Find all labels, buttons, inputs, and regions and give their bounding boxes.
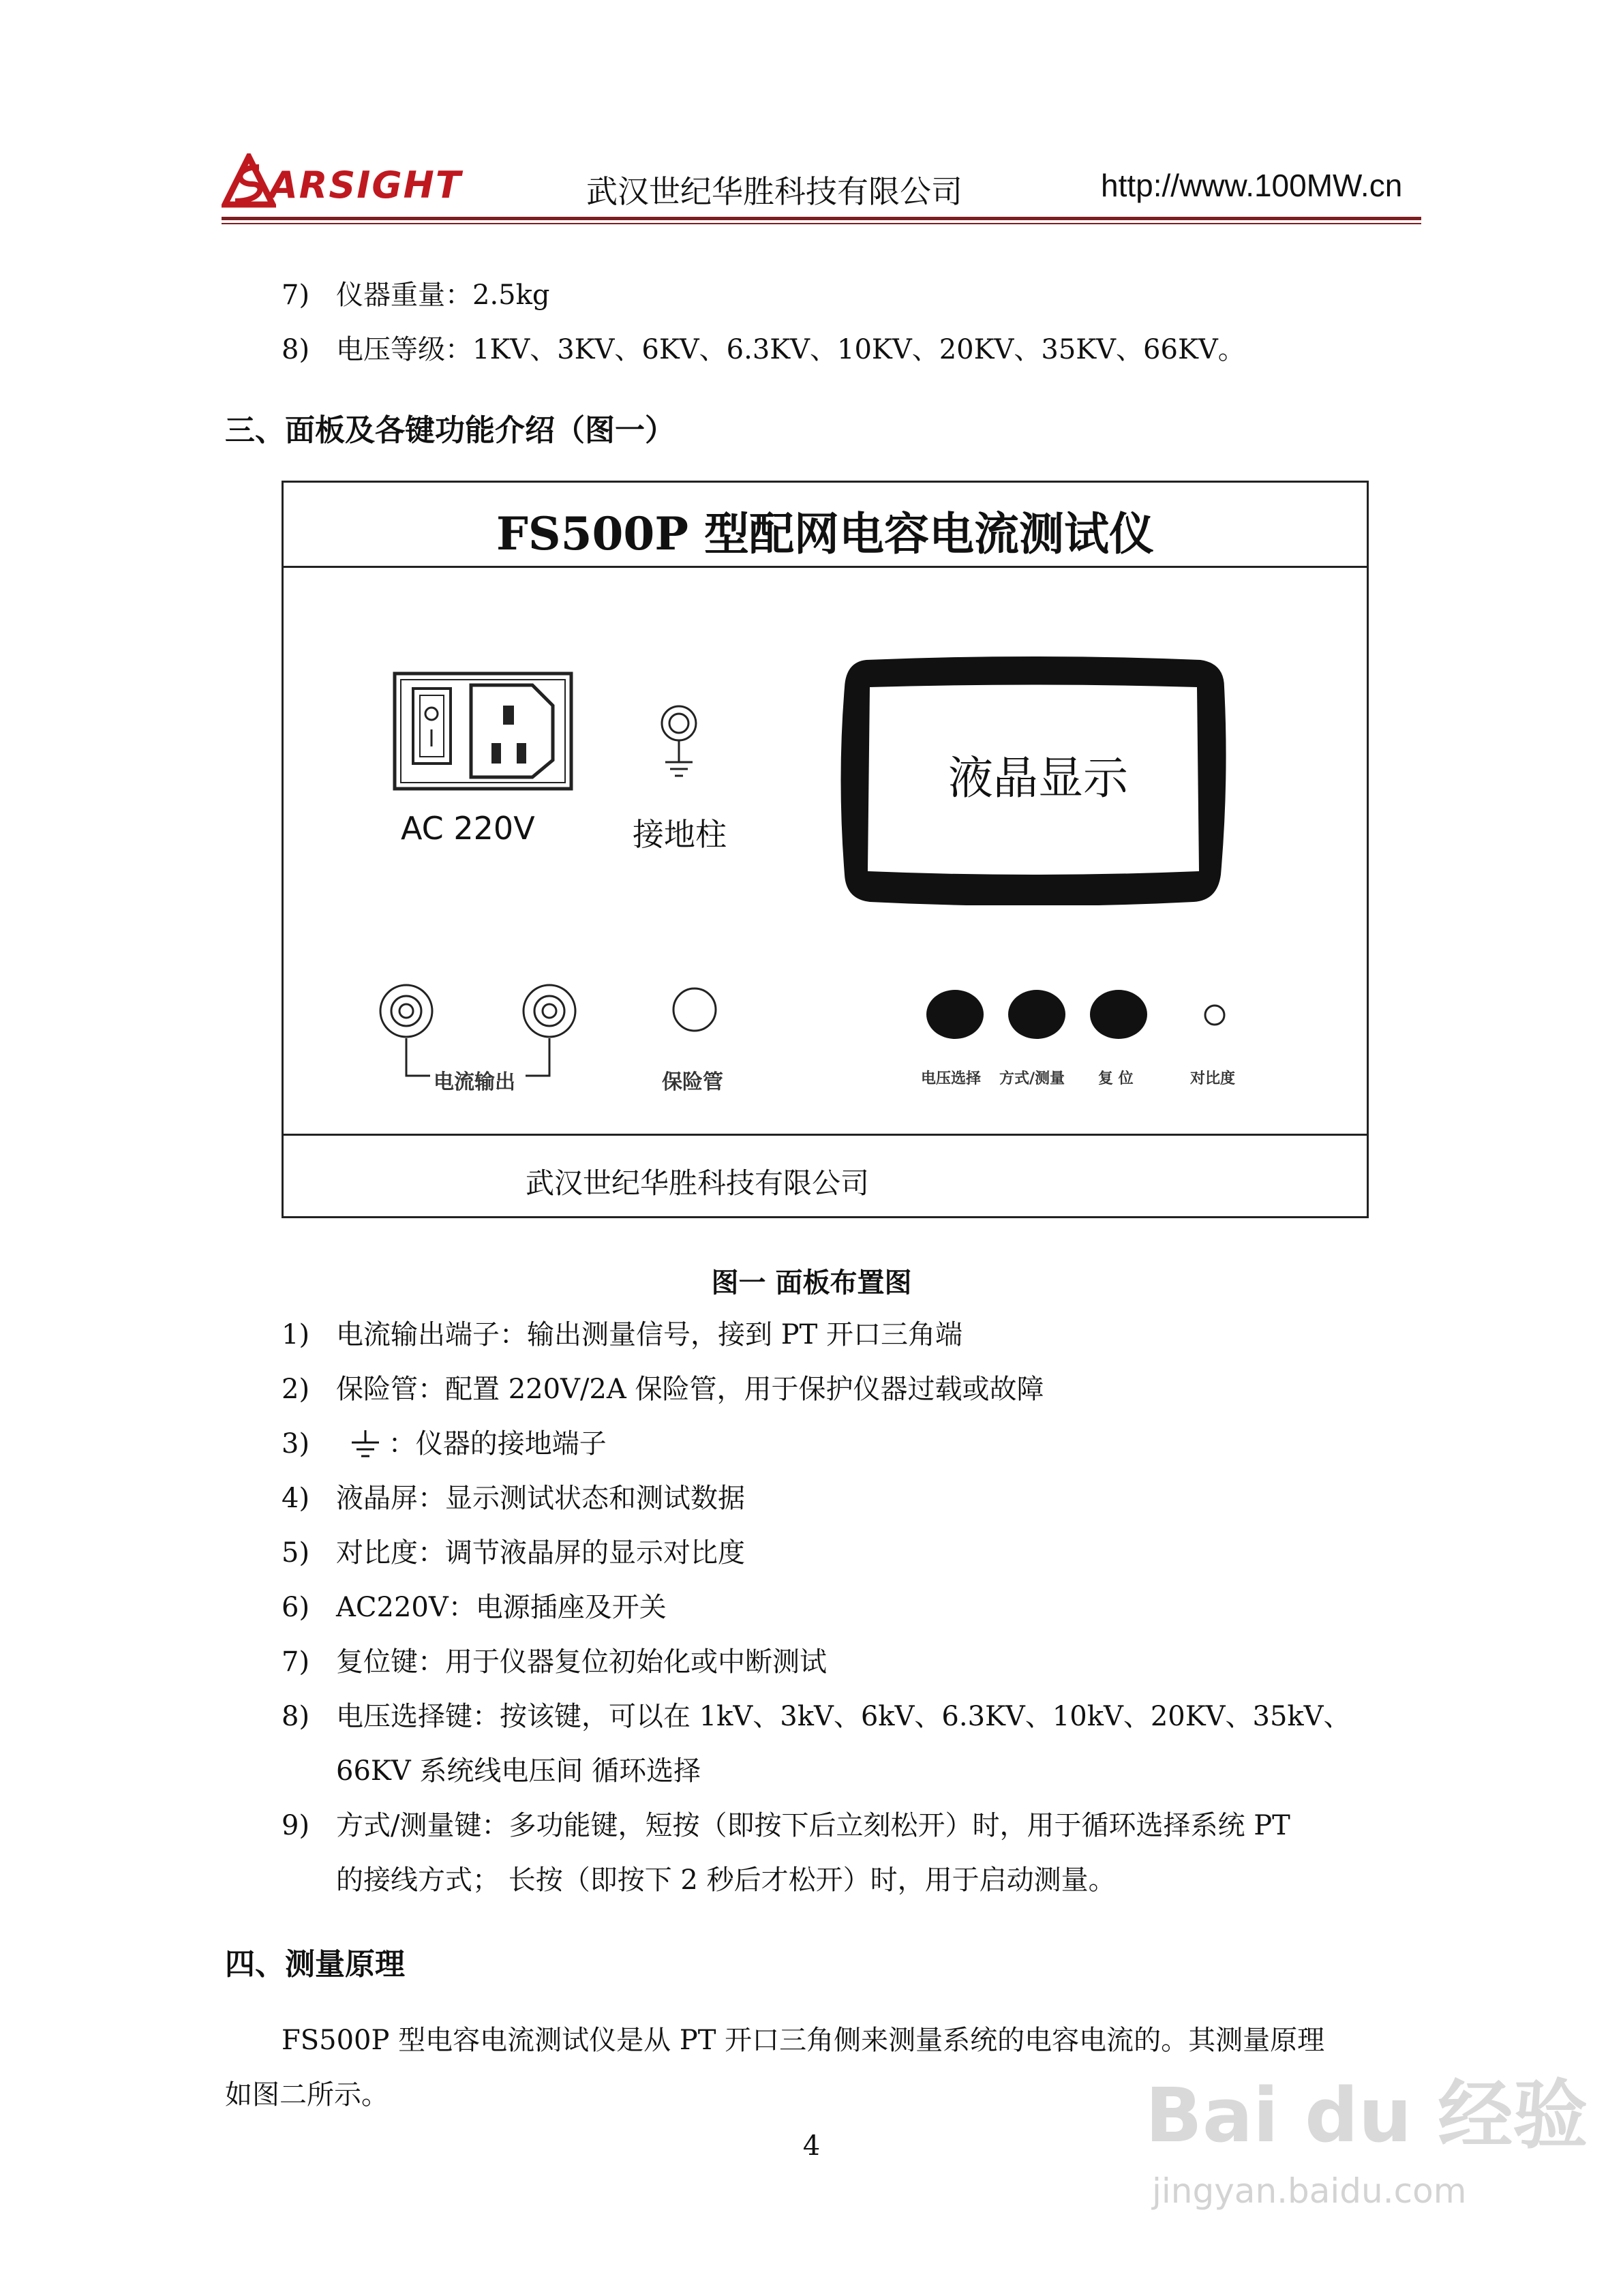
key-label-contrast: 对比度 — [1190, 1070, 1236, 1087]
ground-label: 接地柱 — [633, 816, 727, 853]
principle-line: FS500P 型电容电流测试仪是从 PT 开口三角侧来测量系统的电容电流的。其测量原理 — [282, 2025, 1325, 2056]
baidu-watermark: Bai du 经验 — [1145, 2072, 1588, 2159]
lcd-label: 液晶显示 — [948, 752, 1128, 804]
list-item-continuation: 的接线方式； 长按（即按下 2 秒后才松开）时，用于启动测量。 — [336, 1864, 1116, 1896]
panel-footer-bar — [284, 1134, 1367, 1136]
spec-text: 仪器重量：2.5kg — [336, 280, 550, 311]
baidu-watermark-url: jingyan.baidu.com — [1152, 2171, 1467, 2211]
spec-item — [282, 331, 1245, 369]
ground-post-icon — [655, 704, 703, 783]
key-label-mode: 方式/测量 — [999, 1070, 1065, 1087]
list-item: 2) 保险管：配置 220V/2A 保险管，用于保护仪器过载或故障 — [282, 1374, 1044, 1405]
list-item-continuation: 66KV 系统线电压间 循环选择 — [336, 1755, 701, 1787]
power-label: AC 220V — [401, 810, 535, 847]
list-item: 8) 电压选择键：按该键，可以在 1kV、3kV、6kV、6.3KV、10kV、20KV、35kV、 — [282, 1701, 1351, 1732]
reset-key — [1090, 990, 1147, 1039]
fuse-label: 保险管 — [662, 1070, 723, 1094]
header-url[interactable]: http://www.100MW.cn — [1101, 168, 1403, 203]
list-item: 7) 复位键：用于仪器复位初始化或中断测试 — [282, 1646, 827, 1678]
fuse-icon — [671, 986, 718, 1033]
list-item: 4) 液晶屏：显示测试状态和测试数据 — [282, 1483, 745, 1514]
list-item: 9) 方式/测量键：多功能键，短按（即按下后立刻松开）时，用于循环选择系统 PT — [282, 1810, 1290, 1841]
logo-text: ARSIGHT — [269, 164, 462, 207]
header-rule-thin — [222, 223, 1421, 224]
ground-symbol-icon — [345, 1429, 386, 1463]
list-item: 6) AC220V：电源插座及开关 — [282, 1592, 667, 1623]
keys-group — [924, 987, 1183, 1042]
mode-measure-key — [1008, 990, 1065, 1039]
panel-title: FS500P 型配网电容电流测试仪 — [496, 507, 1154, 560]
section-4-title: 四、测量原理 — [225, 1947, 405, 1982]
header-company: 武汉世纪华胜科技有限公司 — [586, 173, 962, 210]
section-3-title: 三、面板及各键功能介绍（图一） — [225, 413, 675, 448]
list-item: 3) ：仪器的接地端子 — [282, 1425, 607, 1463]
spec-num: 7) — [282, 280, 310, 311]
panel-footer: 武汉世纪华胜科技有限公司 — [526, 1166, 870, 1200]
principle-line: 如图二所示。 — [225, 2079, 389, 2111]
list-item: 5) 对比度：调节液晶屏的显示对比度 — [282, 1537, 745, 1569]
key-label-reset: 复 位 — [1098, 1070, 1134, 1087]
key-label-voltage: 电压选择 — [921, 1070, 982, 1087]
contrast-knob-icon — [1202, 1003, 1227, 1027]
voltage-select-key — [926, 990, 984, 1039]
figure-caption: 图一 面板布置图 — [711, 1267, 912, 1299]
spec-num: 8) — [282, 334, 310, 365]
spec-item — [282, 276, 549, 314]
output-label: 电流输出 — [434, 1070, 515, 1094]
list-item: 1) 电流输出端子：输出测量信号，接到 PT 开口三角端 — [282, 1319, 963, 1350]
header-rule — [222, 217, 1421, 220]
logo-mark-icon — [222, 153, 276, 208]
page-number: 4 — [802, 2130, 821, 2162]
power-socket-icon — [393, 671, 573, 791]
panel-figure — [282, 481, 1369, 1218]
spec-text: 电压等级：1KV、3KV、6KV、6.3KV、10KV、20KV、35KV、66KV。 — [336, 334, 1245, 365]
